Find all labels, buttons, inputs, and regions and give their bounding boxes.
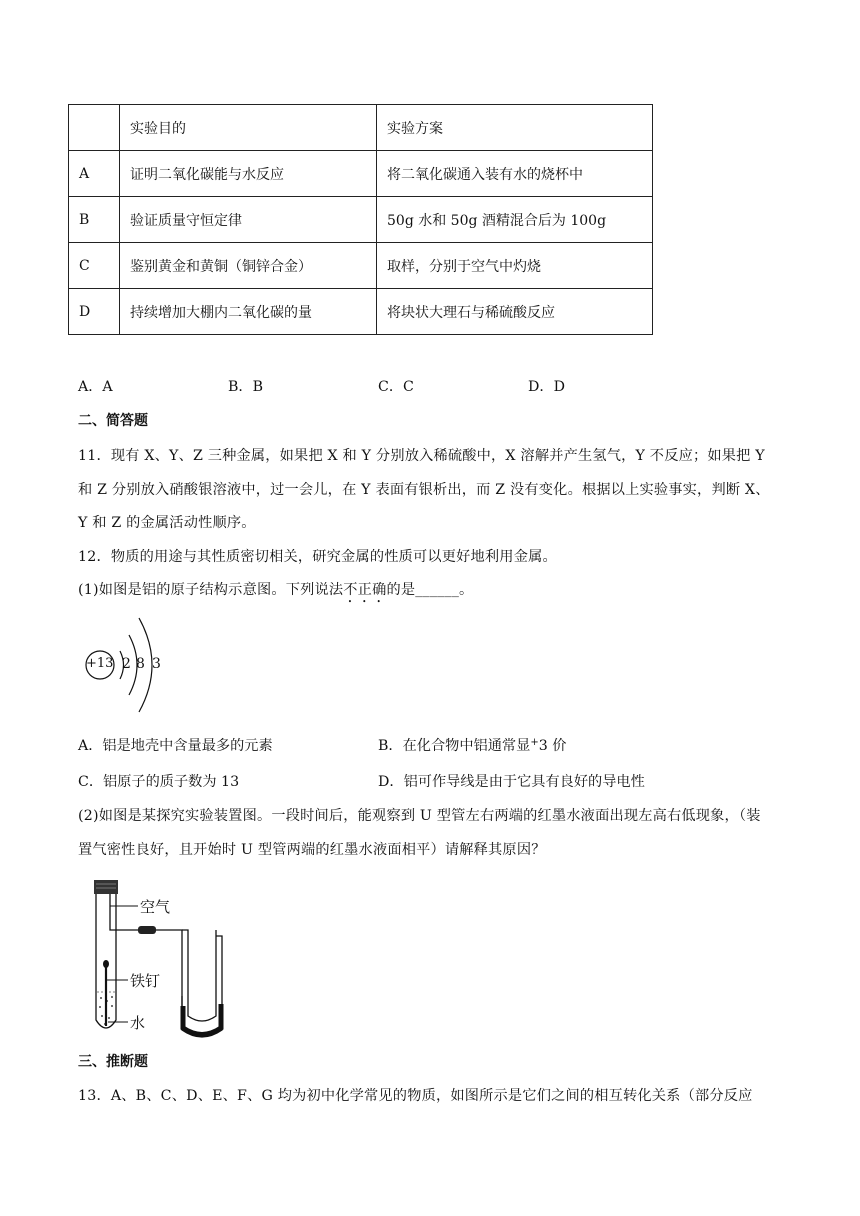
label-air: 空气 <box>140 898 171 916</box>
q10-option-a: A．A <box>78 379 113 395</box>
table-cell-key: D <box>69 289 120 335</box>
stopper <box>94 880 118 894</box>
q12-part1-emphasis: 不正确 <box>343 582 387 598</box>
shell-electrons-2: 8 <box>136 656 145 672</box>
nucleus-charge: +13 <box>86 656 114 671</box>
label-water: 水 <box>130 1014 146 1032</box>
q12-option-a: A．铝是地壳中含量最多的元素 <box>78 738 273 754</box>
q12-intro: 12．物质的用途与其性质密切相关，研究金属的性质可以更好地利用金属。 <box>78 549 557 565</box>
q10-option-b: B．B <box>228 379 264 395</box>
q12-option-c: C．铝原子的质子数为 13 <box>78 774 240 790</box>
q12-option-d: D．铝可作导线是由于它具有良好的导电性 <box>378 774 645 790</box>
q12-option-b-sup: + <box>530 737 539 748</box>
table-row <box>69 243 653 289</box>
aluminum-atom-diagram <box>82 610 172 714</box>
q11-line: Y 和 Z 的金属活动性顺序。 <box>78 515 256 531</box>
table-cell-key: B <box>69 197 120 243</box>
q11-line: 和 Z 分别放入硝酸银溶液中，过一会儿，在 Y 表面有银析出，而 Z 没有变化。根据以上实验事实，判断 X、 <box>78 482 770 498</box>
table-cell-plan: 将二氧化碳通入装有水的烧杯中 <box>377 151 653 197</box>
table-header-cell: 实验方案 <box>377 105 653 151</box>
q10-option-d: D．D <box>528 379 565 395</box>
q11-line: 11．现有 X、Y、Z 三种金属，如果把 X 和 Y 分别放入稀硫酸中，X 溶解并产生氢气，Y 不反应；如果把 Y <box>78 448 765 464</box>
q12-part1-text: (1)如图是铝的原子结构示意图。下列说法 <box>78 582 344 598</box>
q12-option-b-text: B．在化合物中铝通常显 <box>378 738 531 754</box>
u-tube <box>182 930 216 1021</box>
q12-option-b-suffix: 3 价 <box>538 738 567 754</box>
shell-electrons-1: 2 <box>122 656 131 672</box>
q12-part1-prompt <box>78 579 473 606</box>
q13-line: 13．A、B、C、D、E、F、G 均为初中化学常见的物质，如图所示是它们之间的相互转化关系（部分反应 <box>78 1088 753 1104</box>
q12-part2-line: (2)如图是某探究实验装置图。一段时间后，能观察到 U 型管左右两端的红墨水液面出现左高右低现象，（装 <box>78 808 761 824</box>
table-row <box>69 289 653 335</box>
table-header-row <box>69 105 653 151</box>
tube-connector <box>138 926 156 934</box>
table-cell-plan: 取样，分别于空气中灼烧 <box>377 243 653 289</box>
table-cell-plan: 将块状大理石与稀硫酸反应 <box>377 289 653 335</box>
table-row <box>69 197 653 243</box>
table-cell-purpose: 鉴别黄金和黄铜（铜锌合金） <box>120 243 377 289</box>
table-header-cell: 实验目的 <box>120 105 377 151</box>
table-cell-plan: 50g 水和 50g 酒精混合后为 100g <box>377 197 653 243</box>
q12-part1-blank: 的是______。 <box>386 582 474 598</box>
q12-part2-line: 置气密性良好，且开始时 U 型管两端的红墨水液面相平）请解释其原因？ <box>78 842 546 858</box>
table-cell-key: C <box>69 243 120 289</box>
table-cell-key: A <box>69 151 120 197</box>
section-heading-inference: 三、推断题 <box>78 1054 148 1070</box>
rusting-apparatus-diagram <box>84 876 244 1038</box>
table-header-cell <box>69 105 120 151</box>
label-iron-nail: 铁钉 <box>130 972 161 990</box>
q10-option-c: C．C <box>378 379 414 395</box>
table-cell-purpose: 持续增加大棚内二氧化碳的量 <box>120 289 377 335</box>
shell-electrons-3: 3 <box>152 656 161 672</box>
q12-option-b <box>378 735 566 755</box>
red-ink <box>183 1004 221 1035</box>
table-cell-purpose: 验证质量守恒定律 <box>120 197 377 243</box>
experiment-table <box>68 104 653 335</box>
section-heading-short-answer: 二、简答题 <box>78 413 148 429</box>
table-cell-purpose: 证明二氧化碳能与水反应 <box>120 151 377 197</box>
table-row <box>69 151 653 197</box>
